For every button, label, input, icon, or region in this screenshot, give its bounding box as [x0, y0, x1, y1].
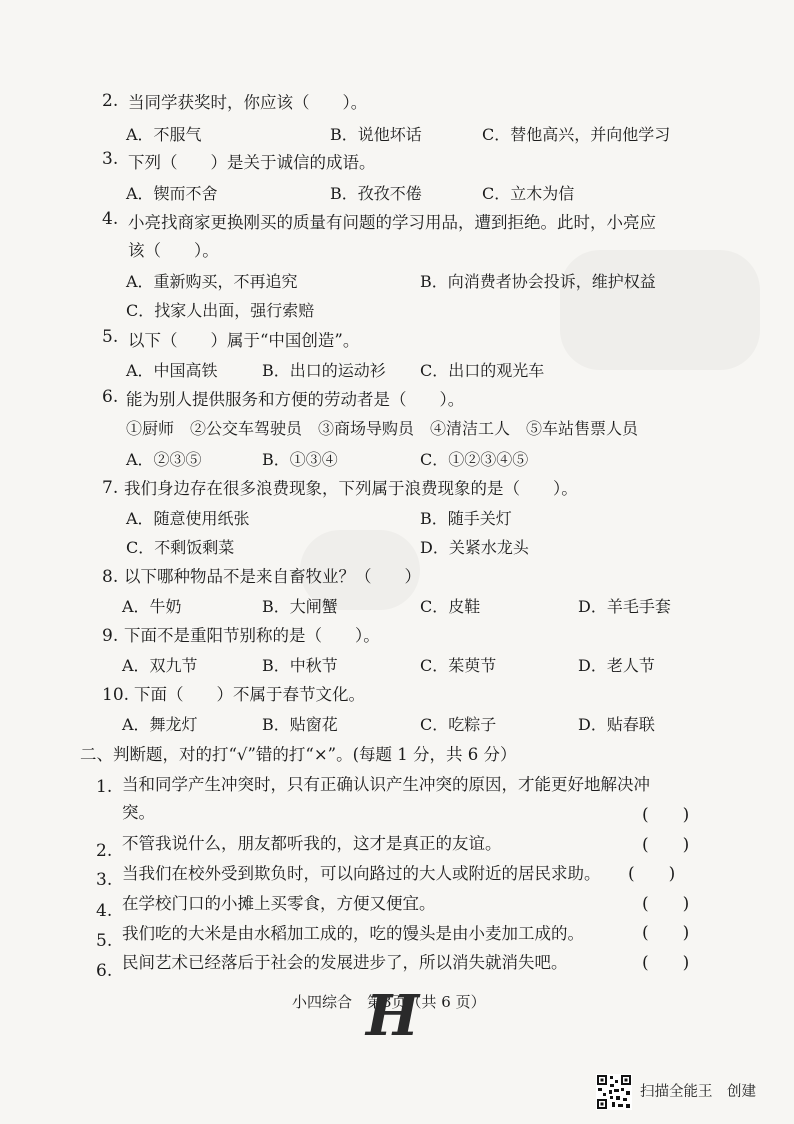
option: A．不服气: [126, 125, 202, 144]
answer-bracket[interactable]: ( ): [642, 894, 690, 914]
option: C．找家人出面，强行索赔: [126, 301, 315, 320]
option: B．随手关灯: [420, 509, 512, 528]
judge-number: 3.: [96, 870, 113, 890]
answer-bracket[interactable]: ( ): [642, 923, 690, 943]
judge-statement: 民间艺术已经落后于社会的发展进步了，所以消失就消失吧。: [122, 953, 568, 972]
option: D．关紧水龙头: [420, 538, 529, 557]
judge-number: 2.: [96, 841, 113, 861]
judge-number: 6.: [96, 961, 113, 981]
page-footer: 小四综合 第3页（共 6 页）: [292, 993, 486, 1011]
option: B．孜孜不倦: [330, 184, 422, 203]
answer-bracket[interactable]: ( ): [642, 805, 690, 825]
question-stem: 以下（ ）属于“中国创造”。: [128, 331, 360, 350]
answer-bracket[interactable]: ( ): [628, 864, 676, 884]
answer-bracket[interactable]: ( ): [642, 835, 690, 855]
question-stem-continued: 该（ ）。: [128, 241, 219, 260]
question-number: 9.: [102, 626, 119, 646]
option: B．贴窗花: [262, 715, 338, 734]
question-stem: 我们身边存在很多浪费现象，下列属于浪费现象的是（ ）。: [124, 479, 578, 498]
answer-bracket[interactable]: ( ): [642, 953, 690, 973]
question-stem: 以下哪种物品不是来自畜牧业？（ ）: [124, 567, 421, 586]
option: C．不剩饭剩菜: [126, 538, 235, 557]
option: B．向消费者协会投诉，维护权益: [420, 272, 656, 291]
question-stem: 当同学获奖时，你应该（ ）。: [128, 93, 368, 112]
option: C．皮鞋: [420, 597, 481, 616]
option: B．说他坏话: [330, 125, 422, 144]
option: A．②③⑤: [126, 450, 202, 469]
scanner-watermark: 扫描全能王 创建: [640, 1084, 756, 1100]
judge-statement: 不管我说什么，朋友都听我的，这才是真正的友谊。: [122, 834, 502, 853]
option: A．随意使用纸张: [126, 509, 250, 528]
judge-number: 5.: [96, 931, 113, 951]
judge-number: 1.: [96, 777, 113, 797]
section-title: 二、判断题，对的打“√”错的打“×”。(每题 1 分，共 6 分）: [80, 745, 517, 764]
option: A．舞龙灯: [122, 715, 198, 734]
option: A．双九节: [122, 656, 198, 675]
question-items: ①厨师 ②公交车驾驶员 ③商场导购员 ④清洁工人 ⑤车站售票人员: [126, 419, 639, 438]
option: B．大闸蟹: [262, 597, 338, 616]
option: C．出口的观光车: [420, 361, 545, 380]
question-number: 5.: [102, 327, 119, 347]
option: A．锲而不舍: [126, 184, 218, 203]
option: B．①③④: [262, 450, 338, 469]
option: D．贴春联: [578, 715, 655, 734]
judge-statement: 当和同学产生冲突时，只有正确认识产生冲突的原因，才能更好地解决冲: [122, 775, 650, 794]
option: C．茱萸节: [420, 656, 497, 675]
option: B．中秋节: [262, 656, 338, 675]
judge-statement: 当我们在校外受到欺负时，可以向路过的大人或附近的居民求助。: [122, 864, 601, 883]
option: D．羊毛手套: [578, 597, 671, 616]
question-stem: 小亮找商家更换刚买的质量有问题的学习用品，遭到拒绝。此时，小亮应: [128, 213, 656, 232]
judge-number: 4.: [96, 901, 113, 921]
option: A．重新购买，不再追究: [126, 272, 298, 291]
question-number: 8.: [102, 567, 119, 587]
option: A．牛奶: [122, 597, 182, 616]
judge-statement: 在学校门口的小摊上买零食，方便又便宜。: [122, 894, 436, 913]
option: C．吃粽子: [420, 715, 497, 734]
question-stem: 下列（ ）是关于诚信的成语。: [128, 153, 376, 172]
question-number: 10.: [102, 685, 130, 705]
question-number: 2.: [102, 91, 119, 111]
judge-statement-continued: 突。: [122, 803, 155, 822]
judge-statement: 我们吃的大米是由水稻加工成的，吃的馒头是由小麦加工成的。: [122, 924, 584, 943]
option: C．立木为信: [482, 184, 575, 203]
question-number: 4.: [102, 209, 119, 229]
question-stem: 下面（ ）不属于春节文化。: [134, 685, 365, 704]
question-number: 3.: [102, 149, 119, 169]
scan-shadow: [560, 250, 760, 370]
option: A．中国高铁: [126, 361, 218, 380]
handwritten-letter-stamp: H: [366, 983, 419, 1049]
qr-code-icon: [596, 1074, 632, 1110]
question-stem: 下面不是重阳节别称的是（ ）。: [124, 626, 380, 645]
option: C．替他高兴，并向他学习: [482, 125, 671, 144]
option: D．老人节: [578, 656, 655, 675]
question-number: 7.: [102, 478, 119, 498]
option: B．出口的运动衫: [262, 361, 386, 380]
question-number: 6.: [102, 387, 119, 407]
option: C．①②③④⑤: [420, 450, 529, 469]
question-stem: 能为别人提供服务和方便的劳动者是（ ）。: [126, 390, 465, 409]
